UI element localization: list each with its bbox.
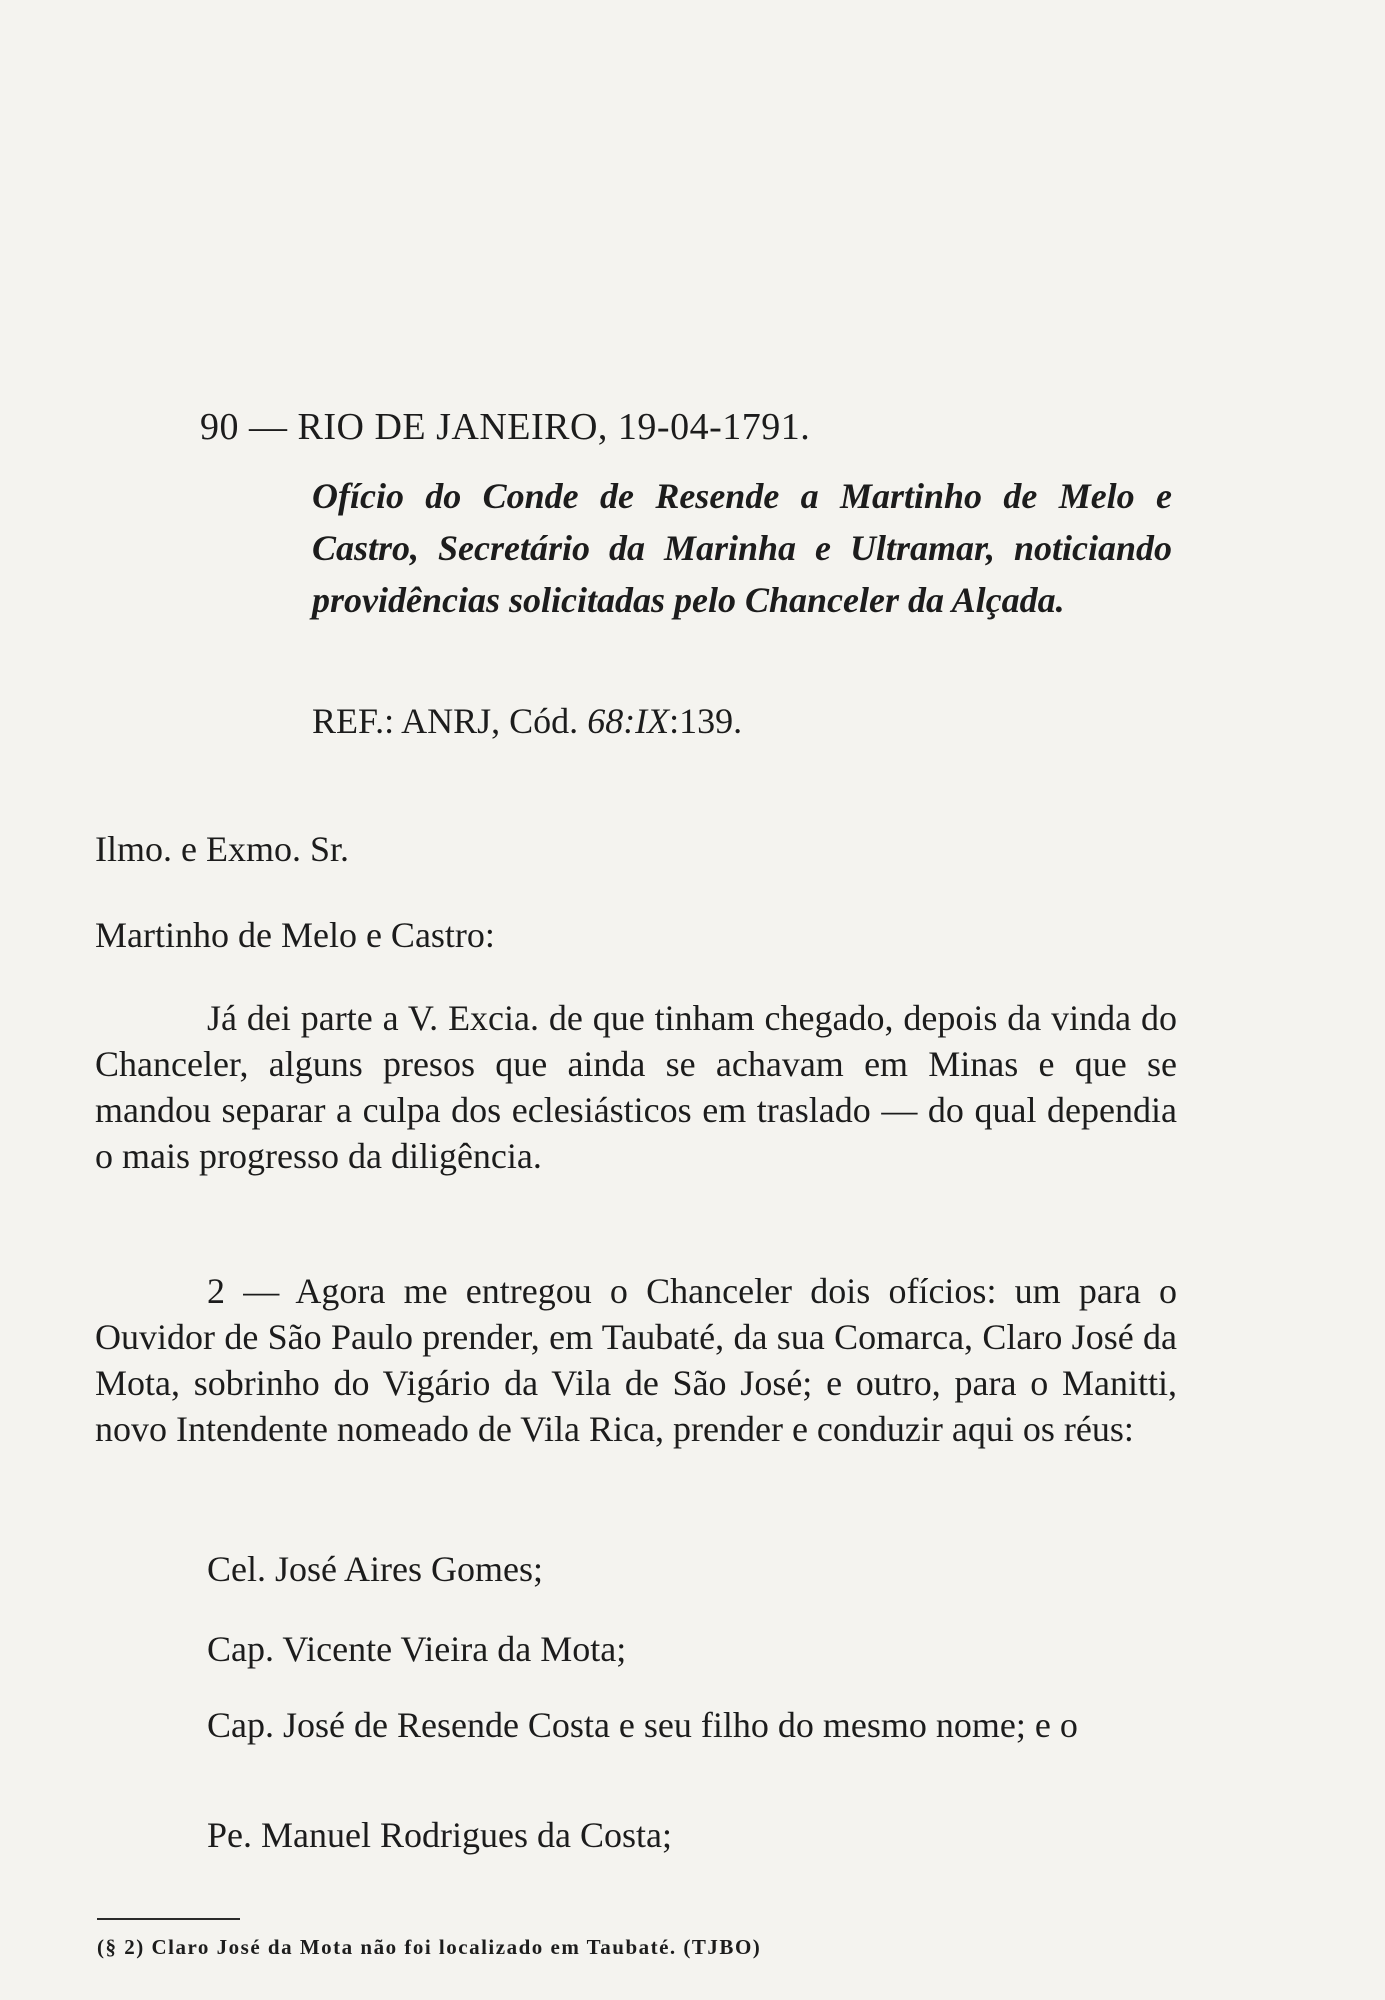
addressee: Martinho de Melo e Castro: — [95, 915, 495, 955]
list-item: Cel. José Aires Gomes; — [207, 1549, 543, 1589]
paragraph-2: 2 — Agora me entregou o Chanceler dois ofícios: um para o Ouvidor de São Paulo prender, em Taubaté, da sua Comarca, Claro José da Mota, sobrinho do Vigário da Vila de São José; e outro, para o Manitti, novo Intendente nomeado de Vila Rica, prender e conduzir aqui os réus: — [95, 1271, 1177, 1449]
reference-suffix: :139. — [669, 701, 743, 741]
reference-code: 68:IX — [587, 701, 670, 741]
list-item: Cap. Vicente Vieira da Mota; — [207, 1629, 627, 1669]
document-reference — [312, 700, 742, 742]
footnote-divider — [97, 1918, 240, 1920]
reference-prefix: REF.: ANRJ, Cód. — [312, 701, 588, 741]
list-item: Pe. Manuel Rodrigues da Costa; — [207, 1815, 672, 1855]
paragraph-1: Já dei parte a V. Excia. de que tinham chegado, depois da vinda do Chanceler, alguns presos que ainda se achavam em Minas e que se mandou separar a culpa dos eclesiásticos em traslado — do qual dependia o mais progresso da diligência. — [95, 998, 1177, 1176]
document-heading: 90 — RIO DE JANEIRO, 19-04-1791. — [200, 406, 811, 448]
footnote: (§ 2) Claro José da Mota não foi localizado em Taubaté. (TJBO) — [97, 1935, 762, 1959]
list-item: Cap. José de Resende Costa e seu filho do mesmo nome; e o — [207, 1705, 1078, 1745]
salutation: Ilmo. e Exmo. Sr. — [95, 829, 349, 869]
document-summary: Ofício do Conde de Resende a Martinho de Melo e Castro, Secretário da Marinha e Ultramar, noticiando providências solicitadas pelo Chanceler da Alçada. — [312, 476, 1172, 620]
